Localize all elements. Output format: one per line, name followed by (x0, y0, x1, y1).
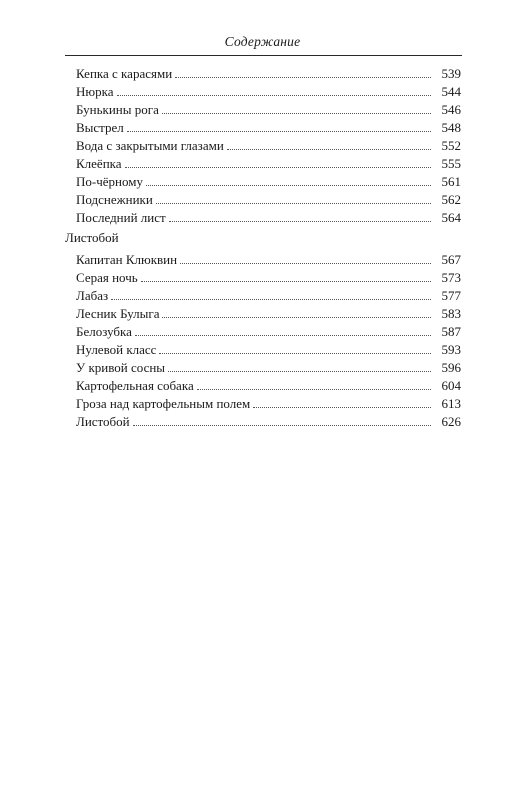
dot-leader (253, 407, 431, 408)
toc-entry-title: Вода с закрытыми глазами (76, 138, 224, 153)
toc-entry-title: У кривой сосны (76, 360, 166, 375)
toc-entry-page: 562 (441, 192, 461, 207)
dot-leader (227, 149, 431, 150)
section-heading: Листобой (65, 230, 119, 245)
toc-entry-page: 544 (441, 84, 461, 99)
toc-entry-title: Белозубка (76, 324, 132, 339)
dot-leader (133, 425, 431, 426)
toc-entry-title: Бунькины рога (76, 102, 159, 117)
dot-leader (156, 203, 431, 204)
toc-entry (76, 322, 461, 339)
toc-entry (76, 340, 461, 357)
toc-entry (76, 208, 461, 225)
toc-entry (76, 154, 461, 171)
toc-entry-page: 626 (441, 414, 461, 429)
toc-entry (76, 100, 461, 117)
toc-entry-title: Лабаз (76, 288, 109, 303)
toc-entry-page: 564 (441, 210, 461, 225)
dot-leader (146, 185, 431, 186)
dot-leader (159, 353, 431, 354)
dot-leader (111, 299, 431, 300)
toc-entry-title: Нюрка (76, 84, 114, 99)
toc-entry-title: Выстрел (76, 120, 124, 135)
toc-entry-title: Картофельная собака (76, 378, 194, 393)
dot-leader (135, 335, 431, 336)
toc-entry (76, 250, 461, 267)
toc-entry-page: 548 (441, 120, 461, 135)
toc-entry-page: 546 (441, 102, 461, 117)
toc-entry (76, 118, 461, 135)
toc-entry (76, 304, 461, 321)
dot-leader (125, 167, 431, 168)
toc-entry-page: 539 (441, 66, 461, 81)
toc-entry-page: 587 (441, 324, 461, 339)
toc-entry-page: 596 (441, 360, 461, 375)
dot-leader (117, 95, 432, 96)
toc-entry-page: 552 (441, 138, 461, 153)
toc-entry (76, 412, 461, 429)
toc-entry-title: Последний лист (76, 210, 166, 225)
toc-entry-title: Гроза над картофельным полем (76, 396, 251, 411)
toc-entry-title: Листобой (76, 414, 130, 429)
header-rule (65, 55, 462, 56)
dot-leader (141, 281, 431, 282)
toc-entry-title: Серая ночь (76, 270, 138, 285)
toc-entry-page: 577 (441, 288, 461, 303)
dot-leader (168, 371, 431, 372)
toc-entry-title: Кепка с карасями (76, 66, 173, 81)
toc-entry-page: 567 (441, 252, 461, 267)
toc-entry (76, 64, 461, 81)
dot-leader (175, 77, 431, 78)
dot-leader (169, 221, 431, 222)
running-head-title: Содержание (224, 34, 301, 49)
toc-entry-title: По-чёрному (76, 174, 143, 189)
dot-leader (180, 263, 431, 264)
toc-entry-page: 561 (441, 174, 461, 189)
dot-leader (162, 113, 431, 114)
toc-entry-page: 555 (441, 156, 461, 171)
toc-entry-page: 593 (441, 342, 461, 357)
toc-entry (76, 136, 461, 153)
toc-entry (76, 172, 461, 189)
toc-entry (76, 376, 461, 393)
toc-entry-page: 604 (441, 378, 461, 393)
toc-entry-page: 613 (441, 396, 461, 411)
toc-entry (76, 190, 461, 207)
toc-entry-page: 583 (441, 306, 461, 321)
toc-entry (76, 82, 461, 99)
toc-entry-page: 573 (441, 270, 461, 285)
toc-entry-title: Подснежники (76, 192, 153, 207)
toc-entry (76, 358, 461, 375)
toc-entry-title: Нулевой класс (76, 342, 157, 357)
toc-entry (76, 268, 461, 285)
dot-leader (162, 317, 431, 318)
dot-leader (197, 389, 431, 390)
toc-entry-title: Капитан Клюквин (76, 252, 178, 267)
toc-entry-title: Клеёпка (76, 156, 122, 171)
dot-leader (127, 131, 431, 132)
toc-entry-title: Лесник Булыга (76, 306, 160, 321)
toc-entry (76, 286, 461, 303)
toc-entry (76, 394, 461, 411)
